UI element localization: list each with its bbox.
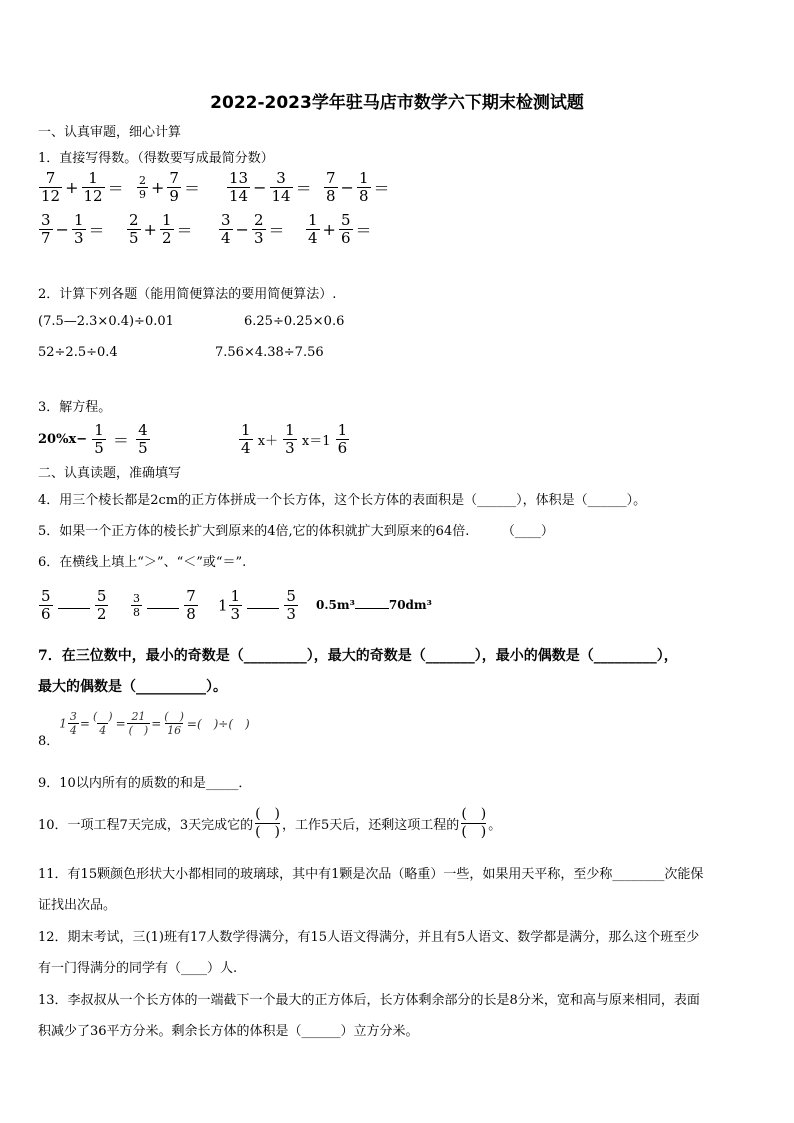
- fraction-right: $\frac{2}{3}$: [253, 211, 264, 247]
- q8-whole: 1: [59, 716, 67, 731]
- c1-left-fraction: $\frac{5}{6}$: [41, 587, 51, 623]
- q8-label: 8．: [38, 734, 60, 749]
- fraction-right: $\frac{7}{9}$: [169, 169, 179, 205]
- operator: +: [151, 178, 165, 197]
- calc-item: [323, 170, 392, 205]
- question-12-line-1: 12．期末考试，三(1)班有17人数学得满分，有15人语文得满分，并且有5人语文、数学都是满分，那么这个班至少: [38, 930, 700, 945]
- question-6-comparison-4: [316, 598, 432, 612]
- c1-right-fraction: $\frac{5}{2}$: [96, 587, 107, 623]
- q8-tail: =( )÷( ): [186, 717, 250, 731]
- operator: +: [143, 220, 157, 239]
- question-10: [38, 806, 501, 841]
- equals-sign: ＝: [176, 221, 193, 240]
- question-12-line-2: 有一门得满分的同学有（____）人.: [38, 961, 238, 976]
- fraction-right: $\frac{3}{14}$: [271, 169, 291, 205]
- eq2-x-plus: x＋: [257, 434, 279, 449]
- q8-fraction-2: $\frac{( )}{4}$: [92, 710, 113, 737]
- question-9: 9．10以内所有的质数的和是_____．: [38, 776, 252, 791]
- c4-left: 0.5m³: [316, 598, 355, 612]
- q8-fraction-1: $\frac{3}{4}$: [69, 710, 77, 737]
- eq2-fraction-2: $\frac{1}{3}$: [285, 421, 295, 457]
- fraction-left: $\frac{7}{8}$: [326, 169, 336, 205]
- eq2-x-equals: x＝1: [301, 434, 331, 449]
- fraction-left: $\frac{3}{4}$: [221, 211, 231, 247]
- q10-fraction-1[interactable]: ( ) ( ): [255, 806, 281, 840]
- question-3-equation-1: [38, 422, 151, 457]
- fraction-left: $\frac{2}{5}$: [129, 211, 139, 247]
- comparison-blank[interactable]: [355, 608, 389, 609]
- operator: +: [322, 220, 336, 239]
- question-6-text: 6．在横线上填上“＞”、“＜”或“＝”.: [38, 555, 247, 570]
- question-8: 8．1 $\frac{3}{4}$ = $\frac{( )}{4}$ = $\frac{21}{( )}$ = $\frac{( )}{16}$ =( )÷( ): [38, 710, 250, 749]
- fraction-left: $\frac{13}{14}$: [229, 169, 249, 205]
- question-2-expr-1: (7.5—2.3×0.4)÷0.01: [38, 314, 174, 329]
- question-2-expr-4: 7.56×4.38÷7.56: [215, 345, 324, 360]
- comparison-blank[interactable]: [58, 608, 90, 609]
- c2-right-fraction: $\frac{7}{8}$: [186, 587, 196, 623]
- c4-right: 70dm³: [388, 598, 432, 612]
- calc-item: [305, 212, 374, 247]
- question-5: 5．如果一个正方体的棱长扩大到原来的4倍,它的体积就扩大到原来的64倍. （____）: [38, 524, 554, 539]
- fraction-right: $\frac{1}{3}$: [73, 211, 84, 247]
- q8-fraction-4: $\frac{( )}{16}$: [164, 710, 184, 737]
- eq1-fraction-2: $\frac{4}{5}$: [138, 421, 148, 457]
- question-2-text: 2．计算下列各题（能用简便算法的要用简便算法）.: [38, 287, 337, 302]
- eq2-fraction-3: $\frac{1}{6}$: [337, 421, 348, 457]
- page-title: 2022-2023学年驻马店市数学六下期末检测试题: [210, 93, 584, 113]
- q10-part-b: ，工作5天后，还剩这项工程的: [282, 818, 460, 833]
- fraction-left: $\frac{2}{9}$: [139, 174, 146, 201]
- calc-item: [218, 212, 287, 247]
- question-4: 4．用三个棱长都是2cm的正方体拼成一个长方体，这个长方体的表面积是（______），体积是（______）。: [38, 493, 647, 508]
- section-heading-1: 一、认真审题，细心计算: [38, 125, 182, 140]
- q10-fraction-2[interactable]: ( ) ( ): [461, 806, 487, 840]
- equals-sign: ＝: [355, 221, 372, 240]
- calc-item: [38, 212, 107, 247]
- equals-sign: ＝: [268, 221, 285, 240]
- fraction-right: $\frac{1}{8}$: [358, 169, 369, 205]
- c3-whole: 1: [218, 596, 228, 615]
- calc-item: [38, 170, 126, 205]
- question-6-comparison-3: [218, 588, 299, 623]
- question-6-comparison-1: [38, 588, 109, 623]
- equals-sign: ＝: [88, 221, 105, 240]
- comparison-blank[interactable]: [247, 608, 279, 609]
- equals-sign: ＝: [373, 179, 390, 198]
- equals-sign: ＝: [183, 179, 200, 198]
- eq1-fraction-1: $\frac{1}{5}$: [94, 421, 104, 457]
- question-13-line-1: 13．李叔叔从一个长方体的一端截下一个最大的正方体后，长方体剩余部分的长是8分米，宽和高与原来相同，表面: [38, 993, 700, 1008]
- operator: −: [340, 178, 354, 197]
- question-2-expr-3: 52÷2.5÷0.4: [38, 345, 118, 360]
- c2-left-fraction: $\frac{3}{8}$: [133, 592, 140, 619]
- question-3-equation-2: [238, 422, 350, 457]
- fraction-left: $\frac{3}{7}$: [41, 211, 51, 247]
- fraction-right: $\frac{1}{2}$: [161, 211, 172, 247]
- operator: −: [253, 178, 267, 197]
- eq1-equals: ＝: [112, 431, 129, 450]
- q10-part-c: 。: [488, 818, 502, 833]
- calc-item: [136, 170, 202, 205]
- q10-part-a: 10．一项工程7天完成，3天完成它的: [38, 818, 254, 833]
- fraction-right: $\frac{1}{12}$: [83, 169, 103, 205]
- question-1-text: 1．直接写得数。（得数要写成最简分数）: [38, 151, 274, 166]
- eq1-prefix: 20%x−: [38, 432, 88, 447]
- operator: −: [235, 220, 249, 239]
- fraction-right: $\frac{5}{6}$: [340, 211, 351, 247]
- question-6-comparison-2: [130, 588, 199, 623]
- question-7-line-2: 最大的偶数是（__________）。: [38, 679, 227, 695]
- calc-item: [226, 170, 314, 205]
- operator: +: [65, 178, 79, 197]
- c3-left-fraction: $\frac{1}{3}$: [230, 587, 241, 623]
- question-2-expr-2: 6.25÷0.25×0.6: [244, 314, 345, 329]
- question-11-line-2: 证找出次品。: [38, 898, 117, 913]
- fraction-left: $\frac{1}{4}$: [308, 211, 318, 247]
- calc-item: [126, 212, 195, 247]
- c3-right-fraction: $\frac{5}{3}$: [286, 587, 296, 623]
- question-11-line-1: 11．有15颗颜色形状大小都相同的玻璃球，其中有1颗是次品（略重）一些，如果用天平称，至少称________次能保: [38, 867, 704, 882]
- equals-sign: ＝: [295, 179, 312, 198]
- question-13-line-2: 积减少了36平方分米。剩余长方体的体积是（______）立方分米。: [38, 1024, 419, 1039]
- eq2-fraction-1: $\frac{1}{4}$: [241, 421, 251, 457]
- section-heading-2: 二、认真读题，准确填写: [38, 466, 182, 481]
- q8-fraction-3: $\frac{21}{( )}$: [128, 710, 149, 737]
- fraction-left: $\frac{7}{12}$: [41, 169, 61, 205]
- operator: −: [55, 220, 69, 239]
- equals-sign: ＝: [107, 179, 124, 198]
- question-7-line-1: 7．在三位数中，最小的奇数是（_________），最大的奇数是（_______），最小的偶数是（_________），: [38, 648, 678, 664]
- comparison-blank[interactable]: [147, 608, 179, 609]
- question-3-text: 3．解方程。: [38, 400, 112, 415]
